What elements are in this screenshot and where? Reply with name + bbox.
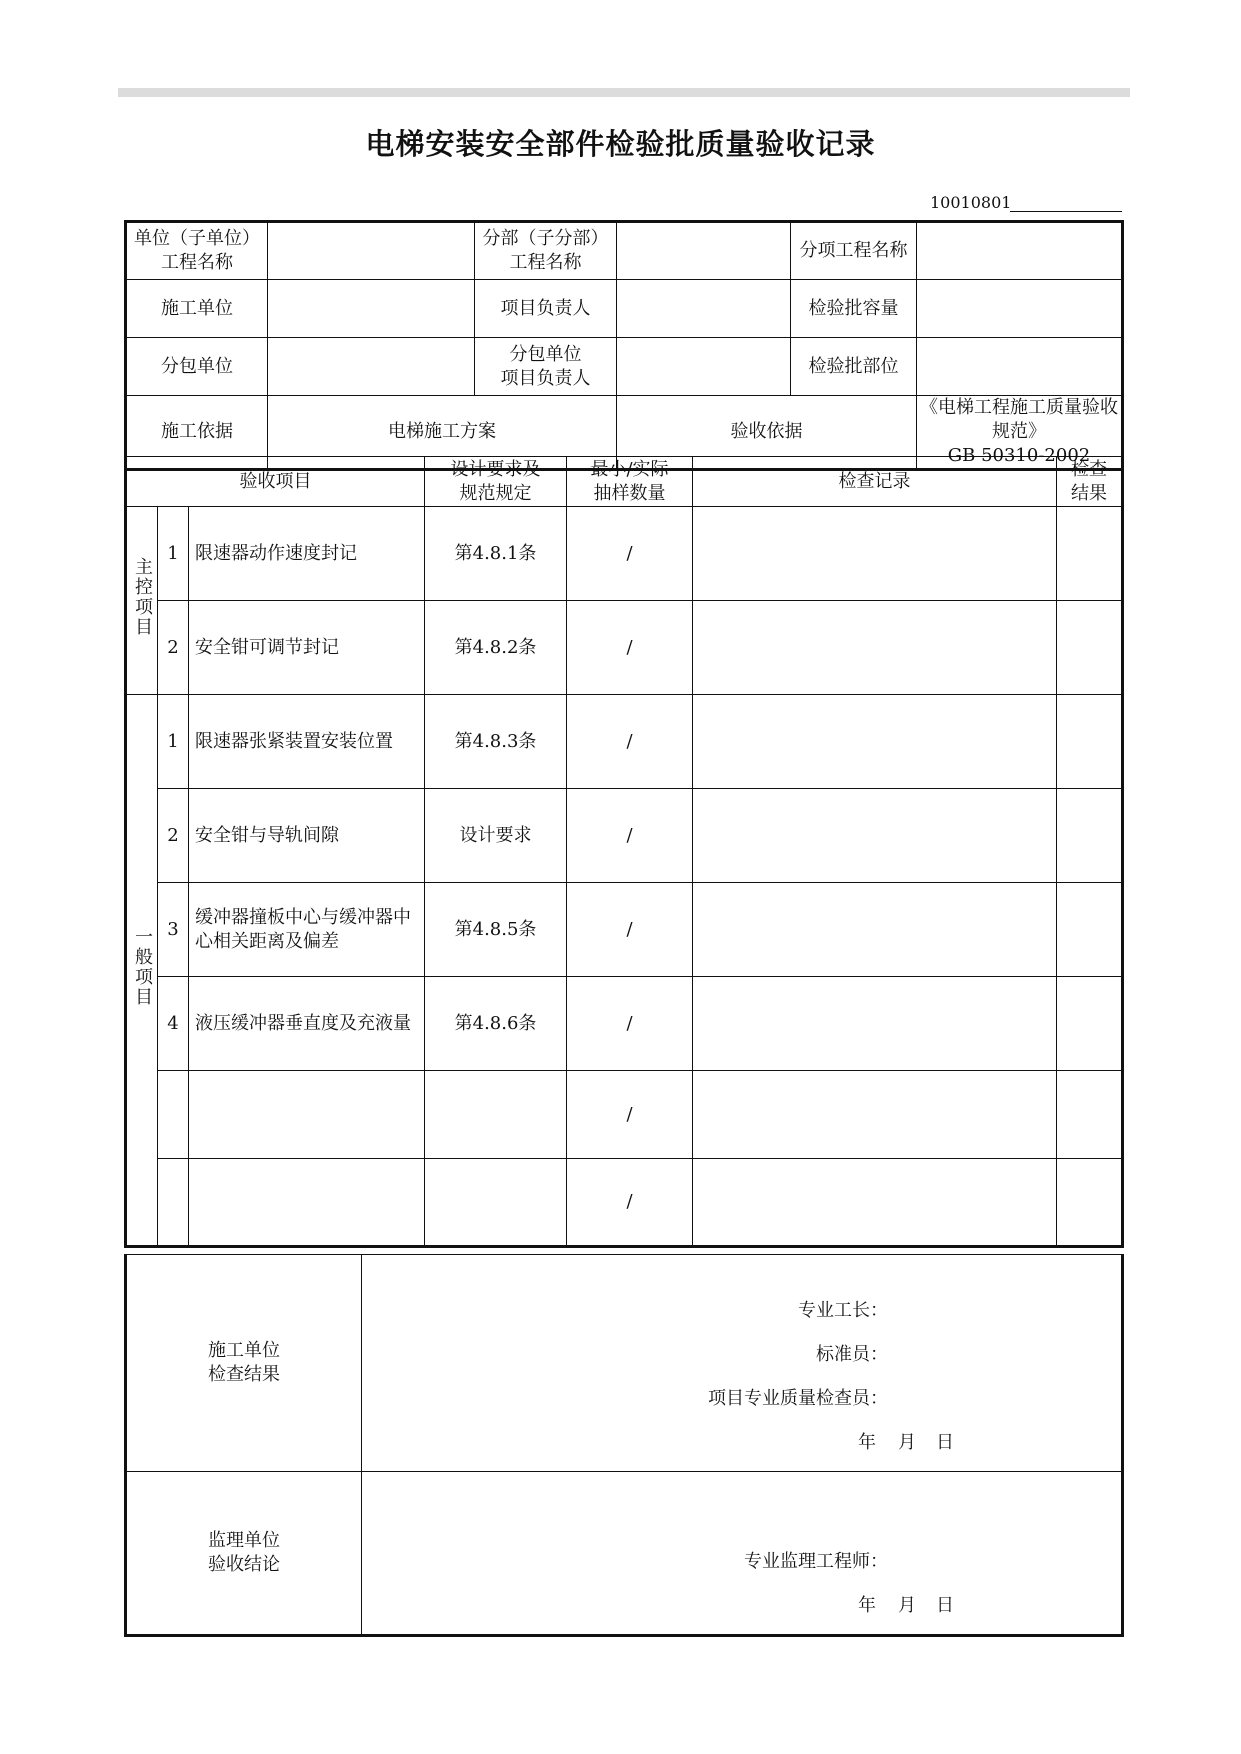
item-spec xyxy=(425,1071,567,1159)
supervision-label: 监理单位 验收结论 xyxy=(126,1472,362,1636)
col-design-header: 设计要求及 规范规定 xyxy=(425,457,567,507)
col-sample-header: 最小/实际 抽样数量 xyxy=(567,457,693,507)
item-sample: / xyxy=(567,1071,693,1159)
item-result[interactable] xyxy=(1057,601,1123,695)
item-sample: / xyxy=(567,507,693,601)
construction-unit-label: 施工单位 xyxy=(126,280,268,338)
project-leader-value[interactable] xyxy=(617,280,791,338)
date-month: 月 xyxy=(898,1595,916,1616)
item-spec: 第4.8.5条 xyxy=(425,883,567,977)
item-name: 限速器动作速度封记 xyxy=(189,507,425,601)
item-name xyxy=(189,1159,425,1247)
item-result[interactable] xyxy=(1057,695,1123,789)
item-no: 4 xyxy=(158,977,189,1071)
item-spec: 第4.8.3条 xyxy=(425,695,567,789)
subcontract-unit-value[interactable] xyxy=(268,338,475,396)
item-no: 3 xyxy=(158,883,189,977)
item-no: 2 xyxy=(158,789,189,883)
project-info-table xyxy=(124,220,1124,471)
subcontract-leader-value[interactable] xyxy=(617,338,791,396)
unit-name-value[interactable] xyxy=(268,222,475,280)
item-result[interactable] xyxy=(1057,883,1123,977)
item-result[interactable] xyxy=(1057,1159,1123,1247)
supervision-engineer-label: 专业监理工程师： xyxy=(744,1551,888,1572)
table-row xyxy=(126,601,1123,695)
item-spec: 第4.8.6条 xyxy=(425,977,567,1071)
date-day: 日 xyxy=(936,1595,954,1616)
item-sample: / xyxy=(567,789,693,883)
date-month: 月 xyxy=(898,1432,916,1453)
col-result-header: 检查 结果 xyxy=(1057,457,1123,507)
item-sample: / xyxy=(567,601,693,695)
item-name-label: 分项工程名称 xyxy=(791,222,917,280)
item-result[interactable] xyxy=(1057,1071,1123,1159)
standard-officer-label: 标准员： xyxy=(816,1344,888,1365)
acceptance-basis-value: 《电梯工程施工质量验收规范》 GB 50310-2002 xyxy=(917,396,1123,470)
supervision-area[interactable] xyxy=(362,1472,1123,1636)
table-row xyxy=(126,1159,1123,1247)
item-record[interactable] xyxy=(693,507,1057,601)
batch-capacity-label: 检验批容量 xyxy=(791,280,917,338)
quality-inspector-label: 项目专业质量检查员： xyxy=(708,1388,888,1409)
table-row xyxy=(126,789,1123,883)
item-name xyxy=(189,1071,425,1159)
project-leader-label: 项目负责人 xyxy=(475,280,617,338)
batch-capacity-value[interactable] xyxy=(917,280,1123,338)
item-name: 限速器张紧装置安装位置 xyxy=(189,695,425,789)
table-row xyxy=(126,507,1123,601)
subdivision-name-value[interactable] xyxy=(617,222,791,280)
batch-part-label: 检验批部位 xyxy=(791,338,917,396)
item-record[interactable] xyxy=(693,789,1057,883)
subcontract-leader-label: 分包单位 项目负责人 xyxy=(475,338,617,396)
item-record[interactable] xyxy=(693,1071,1057,1159)
date-year: 年 xyxy=(858,1432,876,1453)
construction-basis-value: 电梯施工方案 xyxy=(268,396,617,470)
table-row xyxy=(126,977,1123,1071)
item-spec xyxy=(425,1159,567,1247)
item-record[interactable] xyxy=(693,1159,1057,1247)
signature-table xyxy=(124,1254,1124,1637)
item-spec: 第4.8.1条 xyxy=(425,507,567,601)
item-no xyxy=(158,1159,189,1247)
table-row xyxy=(126,695,1123,789)
date-year: 年 xyxy=(858,1595,876,1616)
item-name: 液压缓冲器垂直度及充液量 xyxy=(189,977,425,1071)
date-day: 日 xyxy=(936,1432,954,1453)
item-no: 1 xyxy=(158,507,189,601)
col-record-header: 检查记录 xyxy=(693,457,1057,507)
general-group-label: 一般项目 xyxy=(126,695,158,1247)
item-spec: 设计要求 xyxy=(425,789,567,883)
col-item-header: 验收项目 xyxy=(126,457,425,507)
item-record[interactable] xyxy=(693,883,1057,977)
item-sample: / xyxy=(567,1159,693,1247)
item-record[interactable] xyxy=(693,977,1057,1071)
table-row xyxy=(126,883,1123,977)
page-title: 电梯安装安全部件检验批质量验收记录 xyxy=(365,127,876,161)
inspection-items-table xyxy=(124,456,1124,1248)
construction-check-area[interactable] xyxy=(362,1255,1123,1472)
item-name-value[interactable] xyxy=(917,222,1123,280)
batch-part-value[interactable] xyxy=(917,338,1123,396)
item-record[interactable] xyxy=(693,601,1057,695)
item-sample: / xyxy=(567,977,693,1071)
unit-name-label: 单位（子单位） 工程名称 xyxy=(126,222,268,280)
item-record[interactable] xyxy=(693,695,1057,789)
item-result[interactable] xyxy=(1057,507,1123,601)
item-name: 安全钳与导轨间隙 xyxy=(189,789,425,883)
item-no: 1 xyxy=(158,695,189,789)
item-spec: 第4.8.2条 xyxy=(425,601,567,695)
foreman-label: 专业工长： xyxy=(798,1300,888,1321)
top-rule xyxy=(118,88,1130,97)
form-code-underline xyxy=(1010,211,1122,212)
item-no xyxy=(158,1071,189,1159)
acceptance-basis-label: 验收依据 xyxy=(617,396,917,470)
subcontract-unit-label: 分包单位 xyxy=(126,338,268,396)
item-sample: / xyxy=(567,695,693,789)
table-row xyxy=(126,1071,1123,1159)
item-result[interactable] xyxy=(1057,977,1123,1071)
form-code: 10010801 xyxy=(930,193,1012,212)
construction-check-label: 施工单位 检查结果 xyxy=(126,1255,362,1472)
subdivision-name-label: 分部（子分部） 工程名称 xyxy=(475,222,617,280)
construction-unit-value[interactable] xyxy=(268,280,475,338)
item-result[interactable] xyxy=(1057,789,1123,883)
item-no: 2 xyxy=(158,601,189,695)
construction-basis-label: 施工依据 xyxy=(126,396,268,470)
main-group-label: 主控项目 xyxy=(126,507,158,695)
item-name: 安全钳可调节封记 xyxy=(189,601,425,695)
item-sample: / xyxy=(567,883,693,977)
item-name: 缓冲器撞板中心与缓冲器中心相关距离及偏差 xyxy=(189,883,425,977)
